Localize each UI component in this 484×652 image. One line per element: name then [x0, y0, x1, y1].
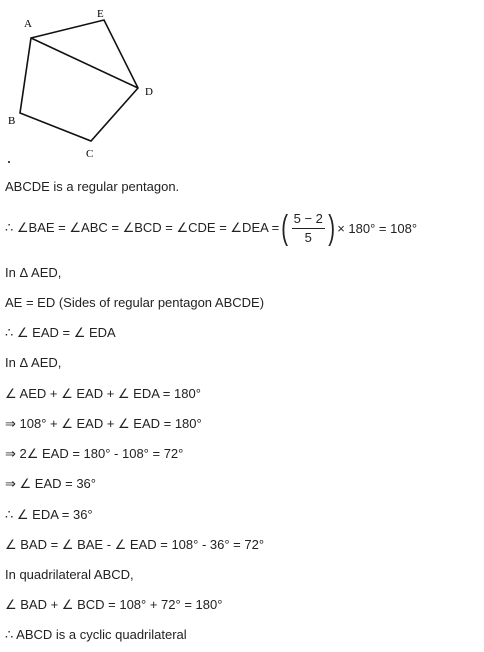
label-d: D: [145, 86, 153, 98]
step-ae-equals-ed: AE = ED (Sides of regular pentagon ABCDE): [5, 295, 265, 310]
step-substitute: ⇒ 108° + ∠ EAD + ∠ EAD = 180°: [5, 416, 202, 431]
stray-dot: [8, 161, 10, 163]
label-a: A: [24, 18, 32, 30]
step-angles-equal: ∴ ∠ EAD = ∠ EDA: [5, 325, 116, 340]
formula-prefix: ∴ ∠BAE = ∠ABC = ∠BCD = ∠CDE = ∠DEA =: [5, 220, 280, 235]
fraction-denominator: 5: [304, 229, 312, 245]
step-two-ead: ⇒ 2∠ EAD = 180° - 108° = 72°: [5, 446, 184, 461]
right-paren: ): [328, 209, 335, 247]
step-bad-value: ∠ BAD = ∠ BAE - ∠ EAD = 108° - 36° = 72°: [5, 537, 265, 552]
label-e: E: [97, 8, 104, 20]
label-c: C: [86, 148, 94, 160]
left-paren: (: [281, 209, 289, 247]
angle-equality-formula: [5, 206, 417, 250]
diagonal-ad: [31, 38, 138, 88]
step-angle-sum: ∠ AED + ∠ EAD + ∠ EDA = 180°: [5, 386, 201, 401]
label-b: B: [8, 115, 16, 127]
conclusion-cyclic: ∴ ABCD is a cyclic quadrilateral: [5, 627, 187, 642]
step-opposite-angles-sum: ∠ BAD + ∠ BCD = 108° + 72° = 180°: [5, 597, 223, 612]
formula-suffix: × 180° = 108°: [337, 220, 418, 236]
fraction-numerator: 5 − 2: [292, 211, 325, 229]
step-quadrilateral-intro: In quadrilateral ABCD,: [5, 567, 134, 582]
pentagon-figure: [0, 0, 180, 172]
fraction: [292, 211, 325, 246]
statement-regular-pentagon: ABCDE is a regular pentagon.: [5, 179, 180, 194]
step-ead-value: ⇒ ∠ EAD = 36°: [5, 476, 96, 491]
step-eda-value: ∴ ∠ EDA = 36°: [5, 507, 93, 522]
step-in-triangle-aed-1: In Δ AED,: [5, 265, 62, 280]
step-in-triangle-aed-2: In Δ AED,: [5, 355, 62, 370]
